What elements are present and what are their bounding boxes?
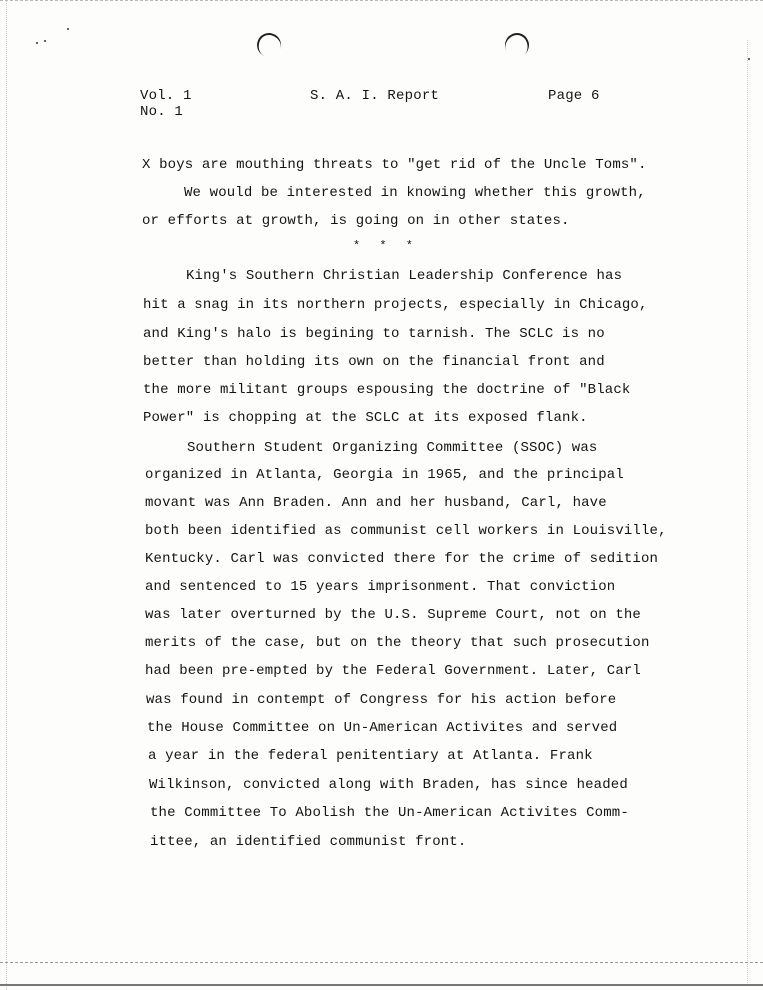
header-volume: Vol. 1 bbox=[140, 88, 192, 104]
scan-edge-bottom bbox=[0, 962, 763, 963]
header-page-number: Page 6 bbox=[548, 88, 600, 104]
scan-edge-bottom-rule bbox=[0, 984, 763, 986]
body-line: Kentucky. Carl was convicted there for the crime of sedition bbox=[145, 551, 659, 567]
body-line: the more militant groups espousing the doctrine of "Black bbox=[143, 382, 631, 398]
body-line: hit a snag in its northern projects, especially in Chicago, bbox=[143, 297, 648, 313]
scan-speck bbox=[36, 42, 38, 44]
section-separator: * * * bbox=[353, 239, 420, 253]
body-line: had been pre-empted by the Federal Government. Later, Carl bbox=[145, 663, 641, 679]
body-line: X boys are mouthing threats to "get rid of the Uncle Toms". bbox=[142, 157, 647, 173]
body-line: and sentenced to 15 years imprisonment. That conviction bbox=[145, 579, 616, 595]
body-line: both been identified as communist cell workers in Louisville, bbox=[145, 523, 667, 539]
body-line: merits of the case, but on the theory that such prosecution bbox=[145, 635, 650, 651]
scan-edge-right bbox=[747, 40, 748, 985]
scan-edge-left bbox=[6, 0, 7, 990]
body-line: was later overturned by the U.S. Supreme Court, not on the bbox=[145, 607, 641, 623]
body-line: We would be interested in knowing whether this growth, bbox=[184, 185, 646, 201]
body-line: Wilkinson, convicted along with Braden, has since headed bbox=[149, 777, 628, 793]
body-line: and King's halo is begining to tarnish. The SCLC is no bbox=[143, 326, 605, 342]
punch-hole-mark-right bbox=[501, 29, 534, 62]
body-line: organized in Atlanta, Georgia in 1965, and the principal bbox=[145, 467, 624, 483]
punch-hole-mark-left bbox=[254, 30, 285, 61]
body-line: or efforts at growth, is going on in other states. bbox=[142, 213, 570, 229]
scan-speck bbox=[748, 58, 750, 60]
scan-edge-top bbox=[0, 0, 763, 1]
body-line: the Committee To Abolish the Un-American Activites Comm- bbox=[150, 805, 629, 821]
body-line: King's Southern Christian Leadership Conference has bbox=[186, 268, 623, 284]
body-line: better than holding its own on the financial front and bbox=[143, 354, 605, 370]
body-line: Power" is chopping at the SCLC at its exposed flank. bbox=[143, 410, 588, 426]
body-line: was found in contempt of Congress for his action before bbox=[146, 692, 617, 708]
header-number: No. 1 bbox=[140, 104, 184, 120]
body-line: the House Committee on Un-American Activites and served bbox=[147, 720, 618, 736]
scan-speck bbox=[67, 28, 69, 30]
body-line: movant was Ann Braden. Ann and her husband, Carl, have bbox=[145, 495, 607, 511]
body-line: Southern Student Organizing Committee (SSOC) was bbox=[187, 440, 598, 456]
header-title: S. A. I. Report bbox=[310, 88, 440, 104]
body-line: ittee, an identified communist front. bbox=[150, 834, 467, 850]
scan-speck bbox=[44, 40, 46, 42]
body-line: a year in the federal penitentiary at Atlanta. Frank bbox=[148, 748, 593, 764]
